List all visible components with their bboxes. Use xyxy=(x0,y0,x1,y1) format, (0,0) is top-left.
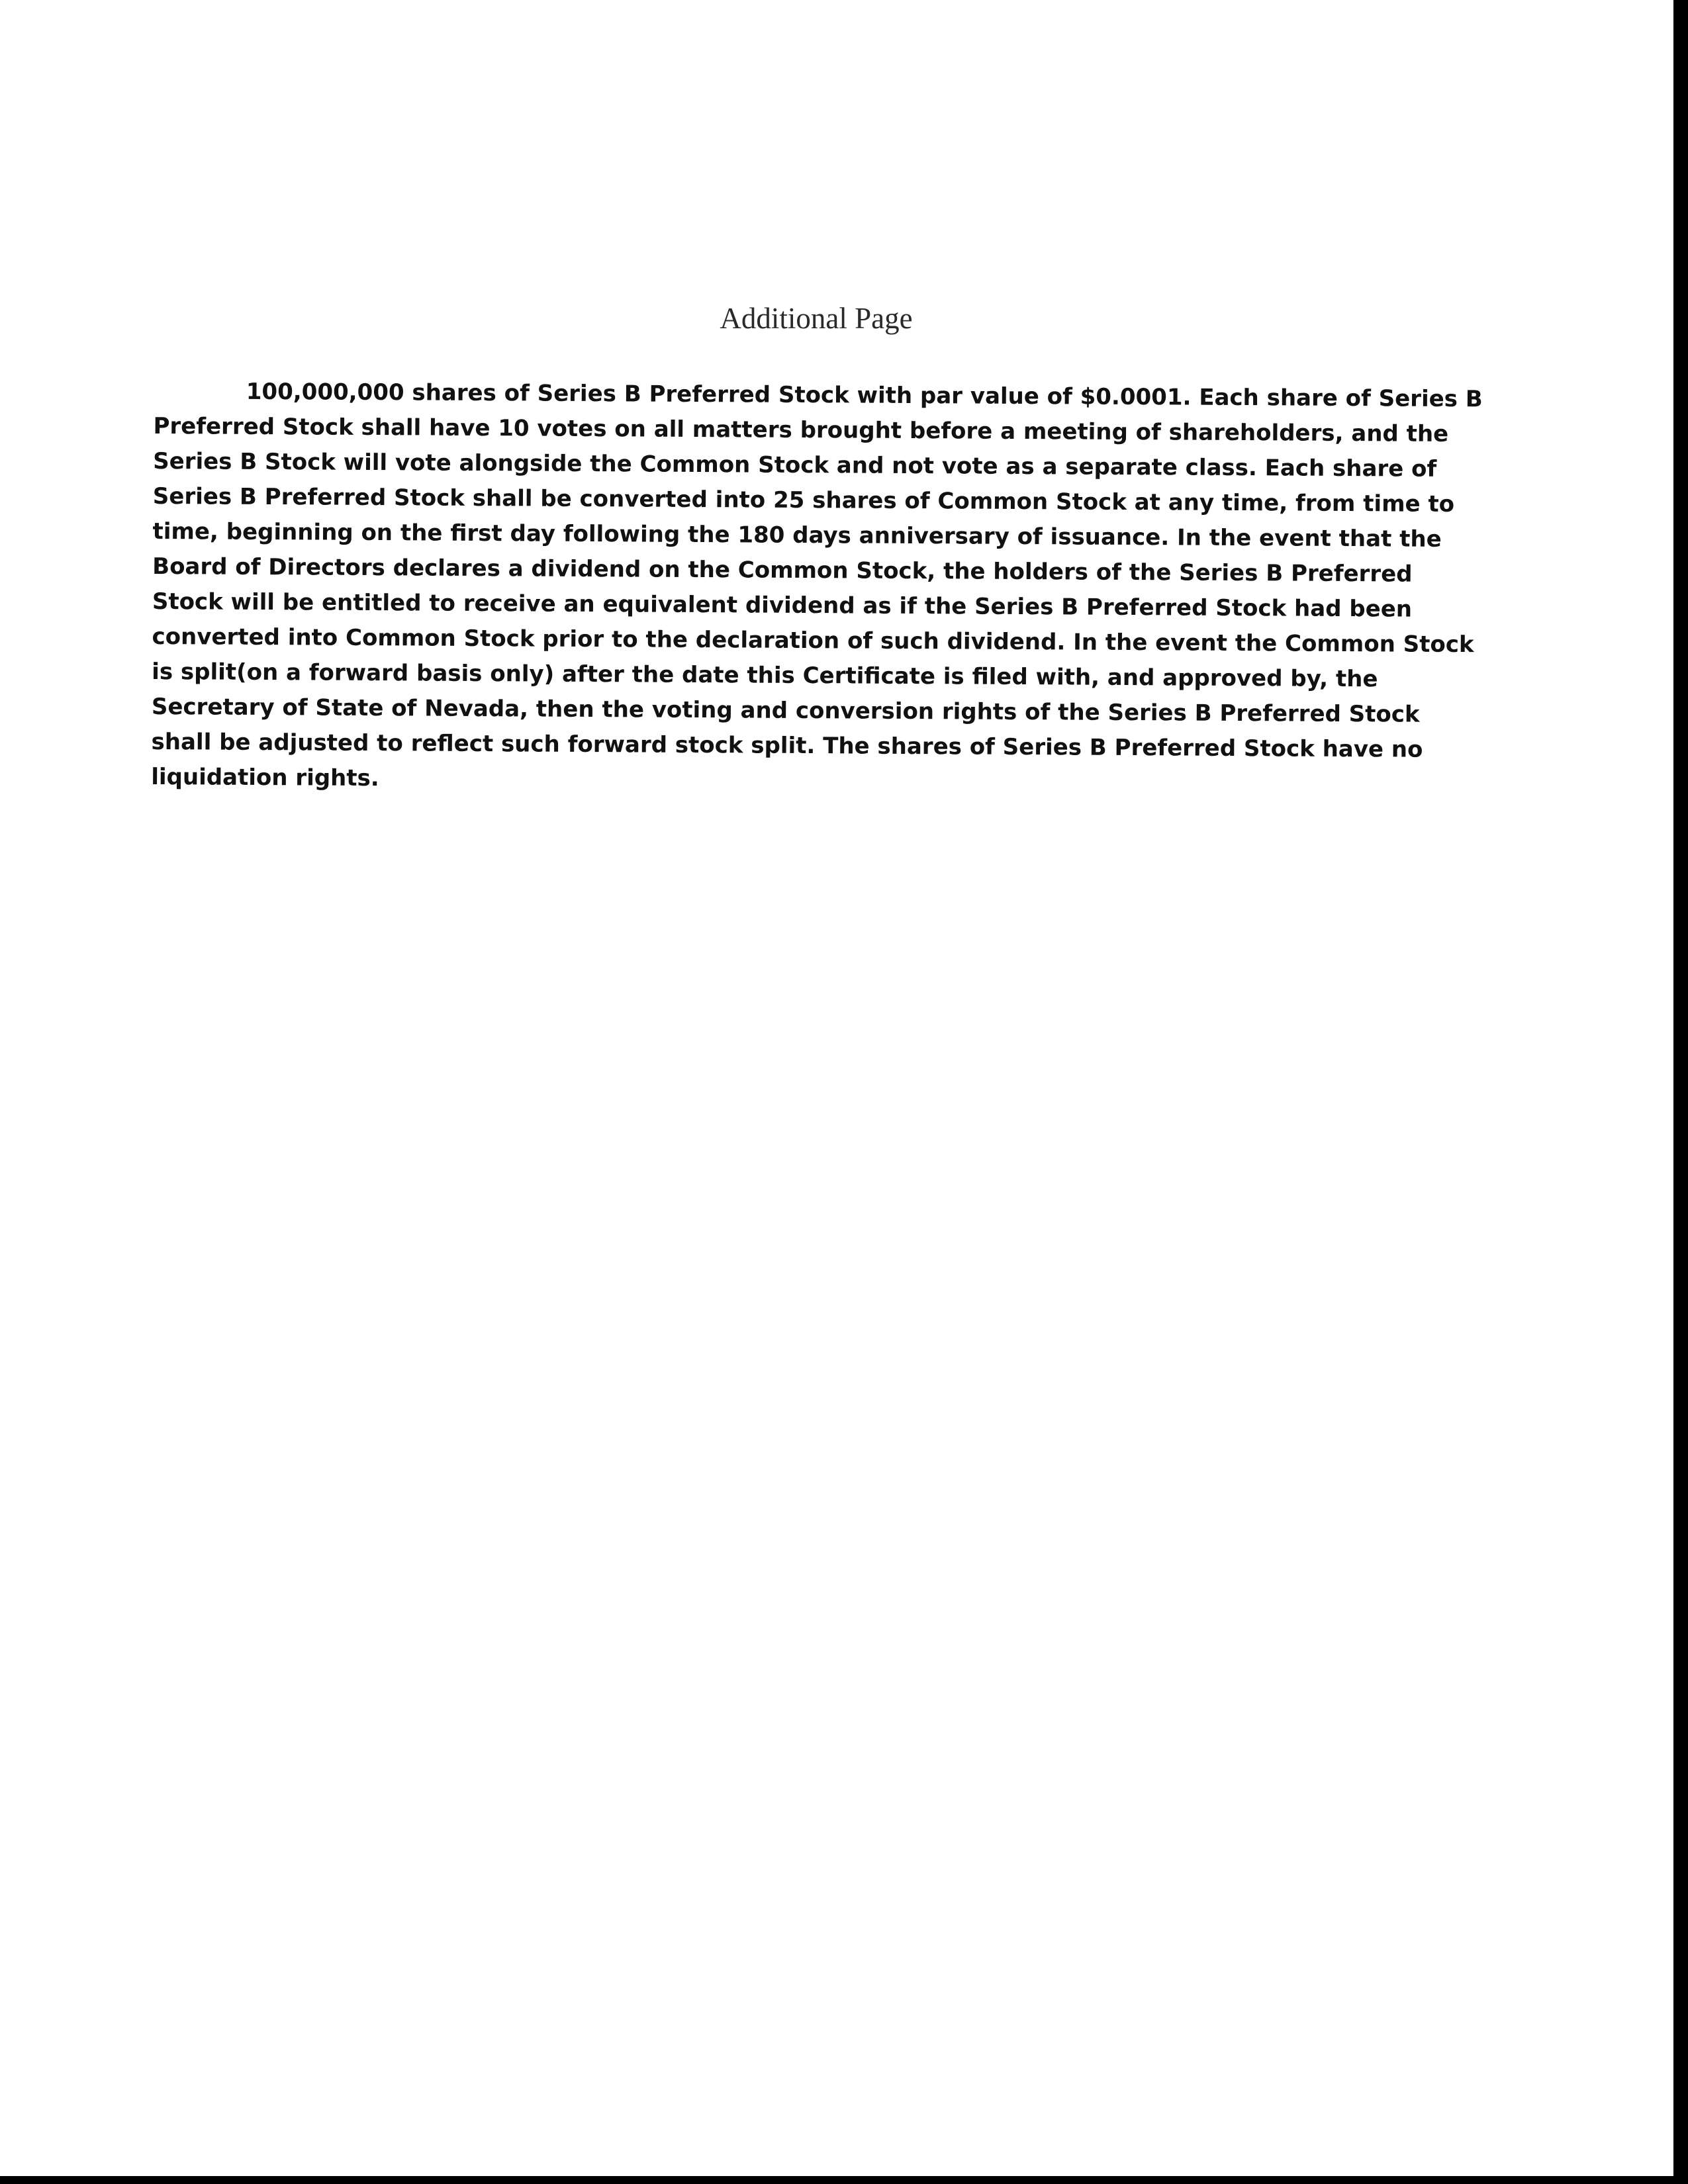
paragraph-indent xyxy=(154,398,246,399)
page-title: Additional Page xyxy=(720,302,913,335)
scan-border-right xyxy=(1673,0,1688,2184)
body-text: 100,000,000 shares of Series B Preferred Stock with par value of $0.0001. Each share of Series B Preferred Stock shall have 10 votes on all matters brought before a meeting of shareholders, and the Series B Stock will vote alongside the Common Stock and not vote as a separate class. Each share of Series B Preferred Stock shall be converted into 25 shares of Common Stock at any time, from time to time, beginning on the first day following the 180 days anniversary of issuance. In the event that the Board of Directors declares a dividend on the Common Stock, the holders of the Series B Preferred Stock will be entitled to receive an equivalent dividend as if the Series B Preferred Stock had been converted into Common Stock prior to the declaration of such dividend. In the event the Common Stock is split(on a forward basis only) after the date this Certificate is filed with, and approved by, the Secretary of State of Nevada, then the voting and conversion rights of the Series B Preferred Stock shall be adjusted to reflect such forward stock split. The shares of Series B Preferred Stock have no liquidation rights. xyxy=(151,378,1483,792)
body-paragraph xyxy=(151,374,1484,803)
scan-border-bottom xyxy=(0,2176,1688,2184)
